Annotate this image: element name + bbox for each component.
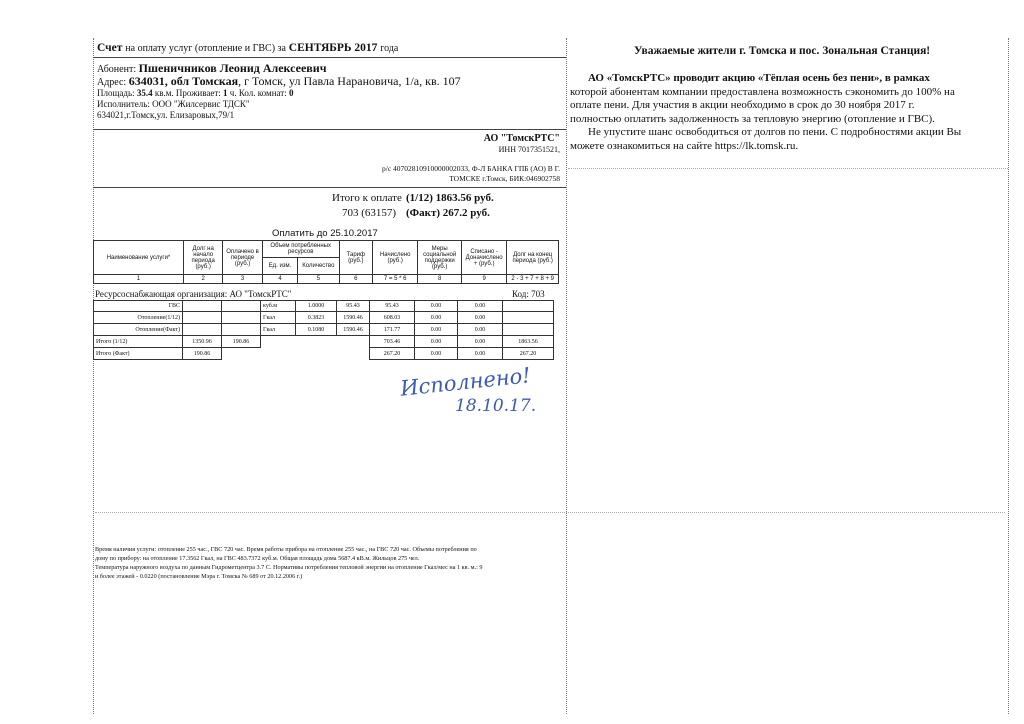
bottom-dotted-rule [95,512,1005,513]
row-qty: 0.3823 [296,312,337,324]
bill-title: Счет на оплату услуг (отопление и ГВС) за СЕНТЯБРЬ 2017 года [97,42,399,54]
col-paid: Оплачено в периоде (руб.) [223,241,262,275]
col-service: Наименование услуги* [94,241,184,275]
col-num-1: 1 [94,275,184,284]
executor-address: 634021,г.Томск,ул. Елизаровых,79/1 [97,110,235,120]
row-service-name: Отопление(Факт) [94,324,183,336]
notice-line: Не упустите шанс освободиться от долгов по пени. С подробностями акции Вы [588,126,962,138]
row-charged: 608.03 [370,312,415,324]
payee-rule [93,129,566,130]
row-qty: 1.0000 [296,301,337,312]
totals-label: Итого к оплате [332,192,402,204]
row-unit: куб.м [261,301,296,312]
due-date: Оплатить до 25.10.2017 [272,228,378,239]
row-charged: 171.77 [370,324,415,336]
col-num-2: 2 [183,275,222,284]
row-tariff: 95.43 [337,301,370,312]
col-num-7: 7 = 5 * 6 [372,275,417,284]
row-service-name: Итого (Факт) [94,348,183,360]
title-rule [93,57,566,58]
far-right-line [1008,38,1009,714]
row-unit: Гкал [261,324,296,336]
col-num-5: 5 [298,275,339,284]
col-num-9: 9 [461,275,506,284]
row-support: 0.00 [415,336,458,348]
col-tariff: Тариф (руб.) [339,241,372,275]
row-debt [183,312,222,324]
notice-line: оплате пени. Для участия в акции необходимо в срок до 30 ноября 2017 г. [570,99,915,111]
row-service-name: Отопление(1/12) [94,312,183,324]
row-paid [222,324,261,336]
row-support: 0.00 [415,348,458,360]
notice-line: которой абонентам компании предоставлена возможность сэкономить до 100% на [570,85,955,98]
handwritten-note: Исполнено! [399,363,532,401]
row-paid: 190.86 [222,336,261,348]
footnote [95,545,565,581]
payee-inn: ИНН 7017351521, [498,145,560,154]
row-writeoff: 0.00 [458,348,503,360]
row-writeoff: 0.00 [458,324,503,336]
area-line: Площадь: 35.4 кв.м. Проживает: 1 ч. Кол. комнат: 0 [97,88,294,98]
col-qty: Количество [298,258,339,275]
row-debt: 190.86 [183,348,222,360]
col-num-6: 6 [339,275,372,284]
row-end: 267.20 [503,348,554,360]
row-end [503,301,554,312]
col-debt-start: Долг на начало периода (руб.) [183,241,222,275]
col-volume: Объем потребленных ресурсов [262,241,339,258]
row-debt [183,301,222,312]
row-tariff: 1590.46 [337,324,370,336]
charges-table-body [93,300,554,360]
totals-rule [93,187,566,188]
row-end [503,324,554,336]
col-unit: Ед. изм. [262,258,297,275]
row-unit: Гкал [261,312,296,324]
col-debt-end: Долг на конец периода (руб.) [507,241,559,275]
table-row [94,301,554,312]
row-end: 1863.56 [503,336,554,348]
executor-line: Исполнитель: ООО "Жилсервис ТДСК" [97,99,250,109]
totals-fact: (Факт) 267.2 руб. [406,207,490,219]
row-writeoff: 0.00 [458,336,503,348]
handwritten-date: 18.10.17. [455,396,537,416]
row-end [503,312,554,324]
notice-line: можете ознакомиться на сайте https://lk.tomsk.ru. [570,139,799,152]
row-service-name: Итого (1/12) [94,336,183,348]
payee-account-1: р/с 40702810910000002033, Ф-Л БАНКА ГПБ (АО) В Г. [381,164,560,173]
row-charged: 95.43 [370,301,415,312]
footnote-line: и более этажей - 0.0220 (постановление Мэра г. Томска № 689 от 20.12.2006 г.) [95,573,303,580]
row-debt: 1350.96 [183,336,222,348]
totals-code: 703 (63157) [342,207,397,219]
row-writeoff: 0.00 [458,301,503,312]
left-cut-line [93,38,94,714]
notice-heading: Уважаемые жители г. Томска и пос. Зональная Станция! [634,45,931,57]
top-dotted-rule [568,168,1008,169]
org-label: Ресурсоснабжающая организация: АО "ТомскРТС" [95,289,292,299]
col-num-3: 3 [223,275,262,284]
payee-account-2: ТОМСКЕ г.Томск, БИК:046902758 [449,174,560,183]
col-writeoff: Списано - Доначислено + (руб.) [461,241,506,275]
charges-table-header [93,240,559,284]
org-code: Код: 703 [512,289,545,299]
row-paid [222,312,261,324]
col-support: Меры социальной поддержки (руб.) [418,241,461,275]
subscriber-line: Абонент: Пшеничников Леонид Алексеевич [97,61,327,75]
table-row-total-fact [94,348,554,360]
address-line: Адрес: 634031, обл Томская, г Томск, ул Павла Нарановича, 1/а, кв. 107 [97,74,461,88]
row-writeoff: 0.00 [458,312,503,324]
notice-body [570,72,1005,153]
row-service-name: ГВС [94,301,183,312]
row-qty: 0.1080 [296,324,337,336]
row-charged: 703.46 [370,336,415,348]
totals-plan: (1/12) 1863.56 руб. [406,192,494,204]
col-charged: Начислено (руб.) [372,241,417,275]
row-charged: 267.20 [370,348,415,360]
col-num-10: 2 - 3 + 7 + 8 + 9 [507,275,559,284]
row-support: 0.00 [415,312,458,324]
notice-line: полностью оплатить задолженность за тепловую энергию (отопление и ГВС). [570,112,935,125]
footnote-line: Температура наружного воздуха по данным Гидрометцентра 3.7 С. Нормативы потребления тепловой энергии на отопление Гкал/мес на 1 кв. м.: 9 [95,564,483,571]
footnote-line: дому по прибору: на отопление 17.3562 Гкал, на ГВС 483.7372 куб.м. Общая площадь дома 5687.4 кВ.м. Жильцов 275 чел. [95,555,420,562]
col-num-4: 4 [262,275,297,284]
payee-name: АО "ТомскРТС" [483,133,560,144]
row-paid [222,301,261,312]
right-cut-line [566,38,567,714]
table-row [94,312,554,324]
table-row [94,324,554,336]
notice-line: АО «ТомскРТС» проводит акцию «Тёплая осень без пени», в рамках [588,72,930,84]
row-support: 0.00 [415,301,458,312]
footnote-line: Время наличия услуги: отопление 255 час., ГВС 720 час. Время работы прибора на отопление 255 час., на ГВС 720 час. Объемы потребления по [95,546,477,553]
row-debt [183,324,222,336]
table-row-total-plan [94,336,554,348]
row-support: 0.00 [415,324,458,336]
col-num-8: 8 [418,275,461,284]
row-tariff: 1590.46 [337,312,370,324]
